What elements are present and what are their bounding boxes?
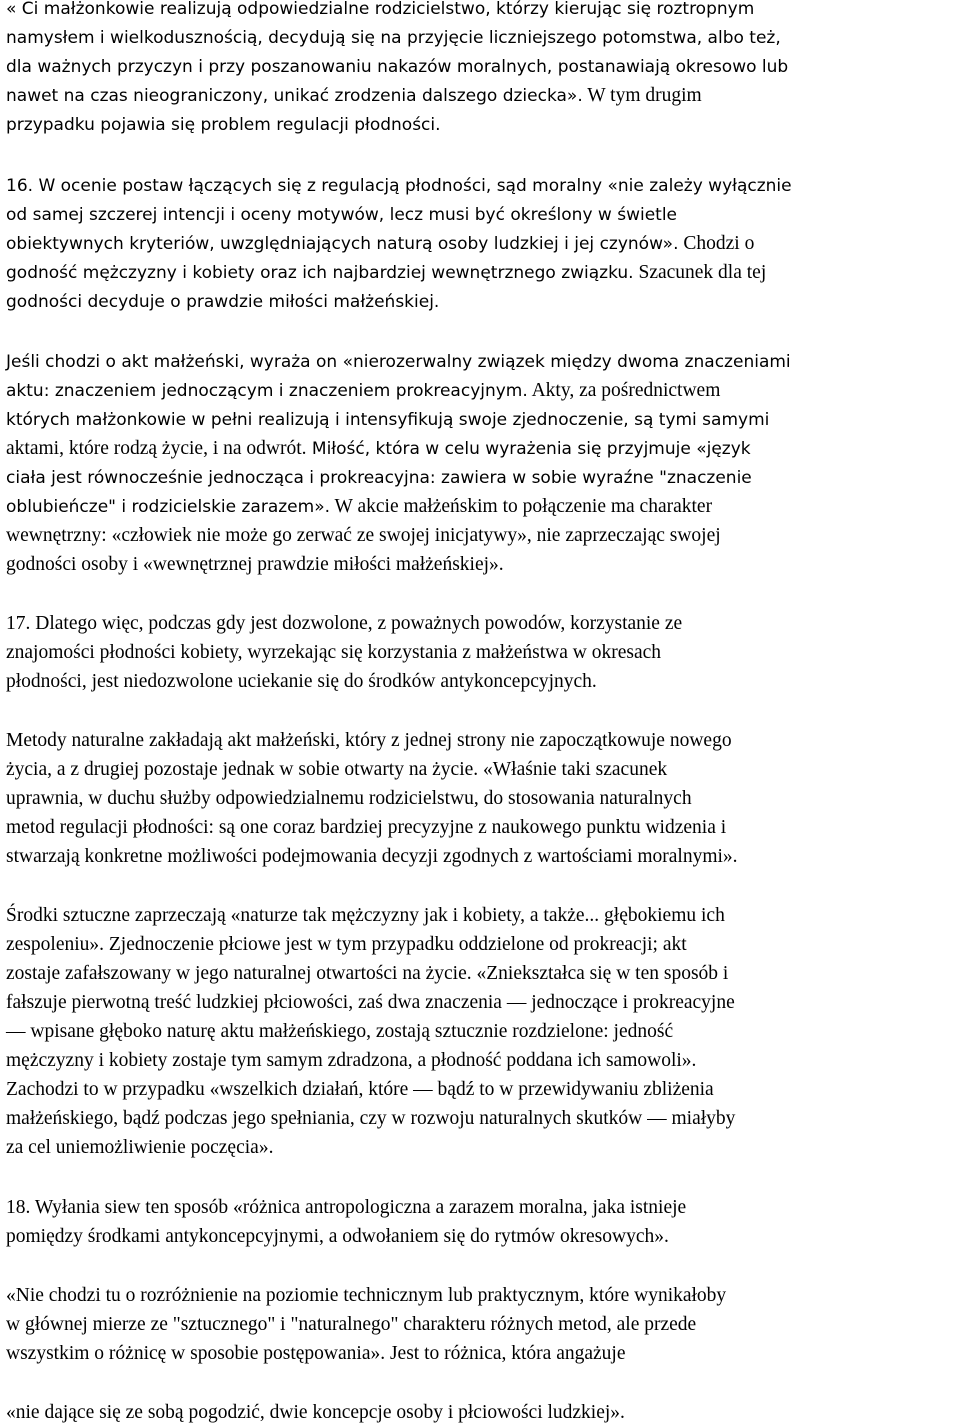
text-segment: zespoleniu». Zjednoczenie płciowe jest w tym przypadku oddzielone od prokreacji; akt: [6, 934, 687, 955]
paragraph-distinction: [6, 1281, 726, 1368]
text-segment: ciała jest równocześnie jednocząca i prokreacyjna: zawiera w sobie wyraźne "znaczenie: [6, 468, 752, 488]
text-line: [6, 463, 791, 492]
text-segment: małżeńskiego, bądź podczas jego spełniania, czy w rozwoju naturalnych skutków — miałyby: [6, 1108, 736, 1129]
paragraph-final: [6, 1398, 625, 1426]
text-line: [6, 434, 791, 463]
text-segment: 17. Dlatego więc, podczas gdy jest dozwolone, z poważnych powodów, korzystanie ze: [6, 613, 683, 634]
text-line: [6, 1133, 735, 1162]
text-segment: godność mężczyzny i kobiety oraz ich najbardziej wewnętrznego związku.: [6, 263, 634, 283]
text-line: [6, 813, 738, 842]
text-segment: godności decyduje o prawdzie miłości małżeńskiej.: [6, 292, 440, 312]
text-segment: wszystkim o różnicę w sposobie postępowania». Jest to różnica, która angażuje: [6, 1343, 626, 1364]
text-segment: dla ważnych przyczyn i przy poszanowaniu nakazów moralnych, postanawiają okresowo lub: [6, 57, 789, 77]
text-segment: przypadku pojawia się problem regulacji płodności.: [6, 115, 441, 135]
text-segment: W tym drugim: [582, 85, 702, 106]
text-line: [6, 726, 738, 755]
text-segment: «Nie chodzi tu o rozróżnienie na poziomie technicznym lub praktycznym, które wynikałoby: [6, 1285, 727, 1306]
text-segment: godności osoby i «wewnętrznej prawdzie miłości małżeńskiej».: [6, 554, 504, 575]
text-line: [6, 1193, 686, 1222]
text-line: [6, 0, 788, 23]
paragraph-artificial-means: [6, 901, 735, 1162]
text-line: [6, 1017, 735, 1046]
text-line: [6, 930, 735, 959]
text-segment: « Ci małżonkowie realizują odpowiedzialne rodzicielstwo, którzy kierując się roztropnym: [6, 0, 755, 19]
text-segment: Chodzi o: [678, 233, 755, 254]
text-line: [6, 110, 788, 139]
text-segment: mężczyzny i kobiety zostaje tym samym zdradzona, a płodność poddana ich samowoli».: [6, 1050, 697, 1071]
text-segment: stwarzają konkretne możliwości podejmowania decyzji zgodnych z wartościami moralnymi».: [6, 846, 738, 867]
paragraph-17: [6, 609, 682, 696]
text-segment: Akty, za pośrednictwem: [527, 380, 721, 401]
text-segment: aktu: znaczeniem jednoczącym i znaczeniem prokreacyjnym.: [6, 381, 528, 401]
text-segment: życia, a z drugiej pozostaje jednak w sobie otwarty na życie. «Właśnie taki szacunek: [6, 759, 668, 780]
text-segment: aktami, które rodzą życie, i na odwrót.: [6, 438, 307, 459]
text-line: [6, 1104, 735, 1133]
text-line: [6, 1339, 726, 1368]
text-line: [6, 638, 682, 667]
text-segment: których małżonkowie w pełni realizują i intensyfikują swoje zjednoczenie, są tymi samymi: [6, 410, 770, 430]
text-line: [6, 52, 788, 81]
text-segment: od samej szczerej intencji i oceny motywów, lecz musi być określony w świetle: [6, 205, 678, 225]
text-line: [6, 784, 738, 813]
text-segment: W akcie małżeńskim to połączenie ma charakter: [330, 496, 713, 517]
text-line: [6, 229, 792, 258]
paragraph-18: [6, 1193, 686, 1251]
text-line: [6, 23, 788, 52]
text-segment: nawet na czas nieograniczony, unikać zrodzenia dalszego dziecka».: [6, 86, 583, 106]
text-line: [6, 81, 788, 110]
text-segment: 18. Wyłania siew ten sposób «różnica antropologiczna a zarazem moralna, jaka istnieje: [6, 1197, 687, 1218]
text-line: [6, 1281, 726, 1310]
text-segment: Środki sztuczne zaprzeczają «naturze tak mężczyzny jak i kobiety, a także... głębokiemu ich: [6, 905, 725, 926]
text-segment: «nie dające się ze sobą pogodzić, dwie koncepcje osoby i płciowości ludzkiej».: [6, 1402, 625, 1423]
text-segment: metod regulacji płodności: są one coraz bardziej precyzyjne z naukowego punktu widzenia i: [6, 817, 727, 838]
text-line: [6, 667, 682, 696]
text-segment: Szacunek dla tej: [633, 262, 767, 283]
paragraph-natural-methods: [6, 726, 738, 871]
text-line: [6, 521, 791, 550]
text-segment: wewnętrzny: «człowiek nie może go zerwać ze swojej inicjatywy», nie zaprzeczając swojej: [6, 525, 721, 546]
text-line: [6, 1222, 686, 1251]
text-segment: Jeśli chodzi o akt małżeński, wyraża on «nierozerwalny związek między dwoma znaczeniami: [6, 352, 791, 372]
text-line: [6, 171, 792, 200]
text-line: [6, 959, 735, 988]
text-segment: oblubieńcze" i rodzicielskie zarazem».: [6, 497, 331, 517]
text-segment: zostaje zafałszowany w jego naturalnej otwartości na życie. «Zniekształca się w ten sposób i: [6, 963, 729, 984]
text-segment: pomiędzy środkami antykoncepcyjnymi, a odwołaniem się do rytmów okresowych».: [6, 1226, 669, 1247]
text-line: [6, 376, 791, 405]
text-line: [6, 1046, 735, 1075]
text-line: [6, 258, 792, 287]
text-line: [6, 550, 791, 579]
paragraph-intro: [6, 0, 788, 139]
paragraph-act: [6, 347, 791, 579]
text-segment: namysłem i wielkodusznością, decydują się na przyjęcie liczniejszego potomstwa, albo też,: [6, 28, 781, 48]
text-line: [6, 492, 791, 521]
text-line: [6, 347, 791, 376]
text-segment: za cel uniemożliwienie poczęcia».: [6, 1137, 274, 1158]
text-line: [6, 287, 792, 316]
text-segment: Metody naturalne zakładają akt małżeński, który z jednej strony nie zapoczątkowuje nowego: [6, 730, 732, 751]
text-line: [6, 842, 738, 871]
text-segment: uprawnia, w duchu służby odpowiedzialnemu rodzicielstwu, do stosowania naturalnych: [6, 788, 692, 809]
text-line: [6, 755, 738, 784]
text-segment: znajomości płodności kobiety, wyrzekając się korzystania z małżeństwa w okresach: [6, 642, 662, 663]
text-segment: w głównej mierze ze "sztucznego" i "naturalnego" charakteru różnych metod, ale przede: [6, 1314, 697, 1335]
text-line: [6, 405, 791, 434]
text-segment: obiektywnych kryteriów, uwzględniających naturą osoby ludzkiej i jej czynów».: [6, 234, 679, 254]
text-line: [6, 1310, 726, 1339]
text-line: [6, 1398, 625, 1426]
text-segment: — wpisane głęboko naturę aktu małżeńskiego, zostają sztucznie rozdzielone: jedność: [6, 1021, 674, 1042]
text-segment: 16. W ocenie postaw łączących się z regulacją płodności, sąd moralny «nie zależy wyłącznie: [6, 176, 792, 196]
text-segment: fałszuje pierwotną treść ludzkiej płciowości, zaś dwa znaczenia — jednoczące i prokreacyjne: [6, 992, 735, 1013]
text-line: [6, 901, 735, 930]
text-line: [6, 1075, 735, 1104]
text-segment: Miłość, która w celu wyrażenia się przyjmuje «język: [306, 439, 751, 459]
text-line: [6, 988, 735, 1017]
paragraph-16: [6, 171, 792, 316]
text-segment: płodności, jest niedozwolone uciekanie się do środków antykoncepcyjnych.: [6, 671, 597, 692]
text-segment: Zachodzi to w przypadku «wszelkich działań, które — bądź to w przewidywaniu zbliżenia: [6, 1079, 714, 1100]
text-line: [6, 200, 792, 229]
text-line: [6, 609, 682, 638]
